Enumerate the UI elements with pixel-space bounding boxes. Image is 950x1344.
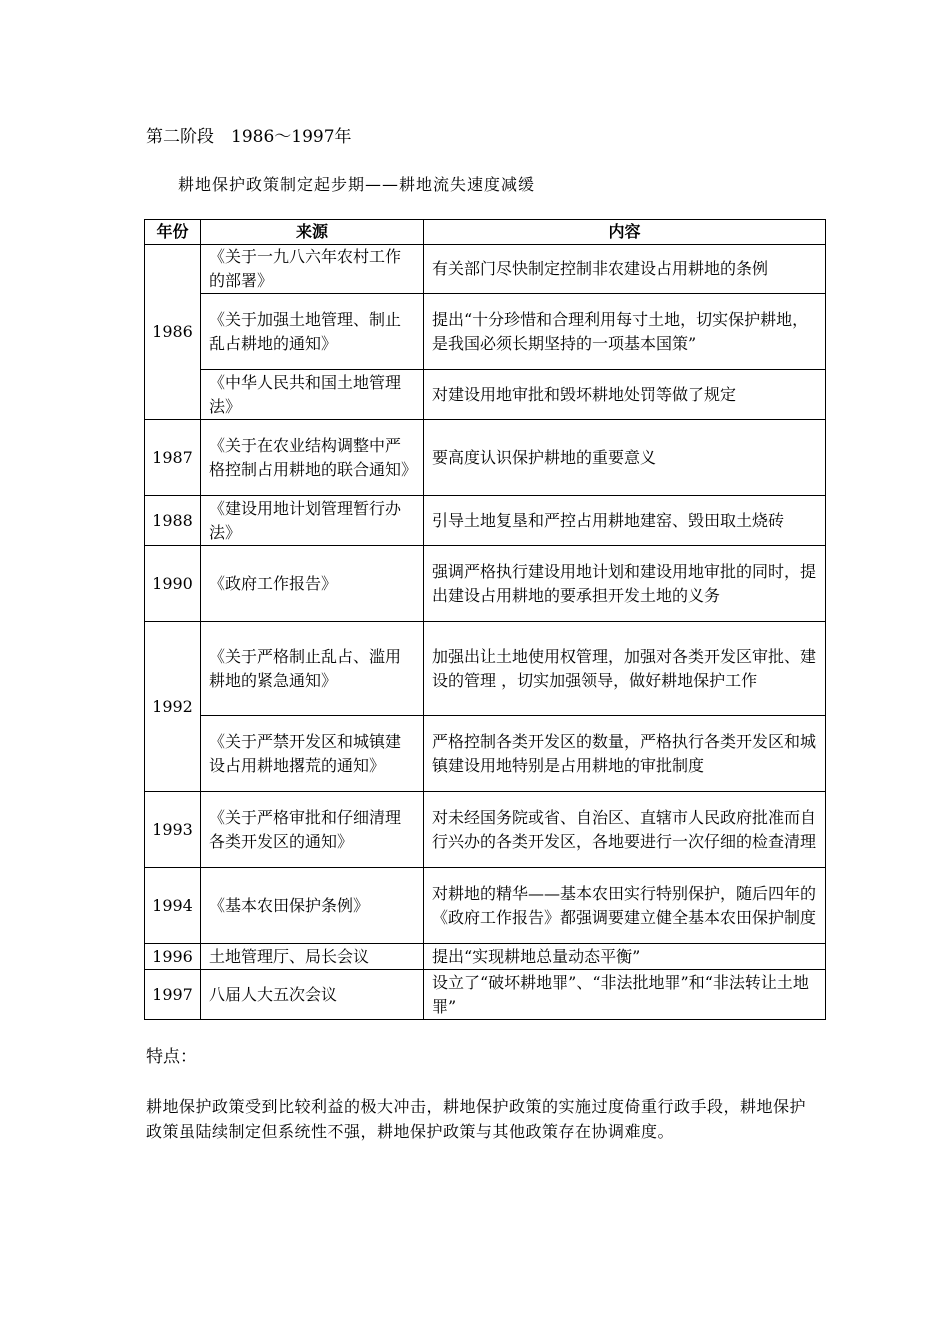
year-cell: 1994 <box>145 868 201 944</box>
table-row <box>145 970 826 1020</box>
table-body <box>145 245 826 1020</box>
year-cell: 1996 <box>145 944 201 970</box>
source-cell: 《关于一九八六年农村工作的部署》 <box>201 245 424 294</box>
source-cell: 八届人大五次会议 <box>201 970 424 1020</box>
table-row <box>145 294 826 370</box>
stage-title: 第二阶段 1986～1997年 <box>146 127 352 147</box>
content-cell: 对耕地的精华——基本农田实行特别保护，随后四年的《政府工作报告》都强调要建立健全基本农田保护制度 <box>424 868 826 944</box>
content-cell: 对未经国务院或省、自治区、直辖市人民政府批准而自行兴办的各类开发区，各地要进行一次仔细的检查清理 <box>424 792 826 868</box>
table-header-row <box>145 220 826 245</box>
year-cell: 1990 <box>145 546 201 622</box>
source-cell: 《关于严格制止乱占、滥用耕地的紧急通知》 <box>201 622 424 716</box>
year-cell: 1992 <box>145 622 201 792</box>
content-cell: 有关部门尽快制定控制非农建设占用耕地的条例 <box>424 245 826 294</box>
content-cell: 要高度认识保护耕地的重要意义 <box>424 420 826 496</box>
table-row <box>145 868 826 944</box>
features-paragraph: 耕地保护政策受到比较利益的极大冲击，耕地保护政策的实施过度倚重行政手段，耕地保护政策虽陆续制定但系统性不强，耕地保护政策与其他政策存在协调难度。 <box>146 1097 807 1141</box>
source-cell: 《基本农田保护条例》 <box>201 868 424 944</box>
content-cell: 设立了“破坏耕地罪”、“非法批地罪”和“非法转让土地罪” <box>424 970 826 1020</box>
year-cell: 1997 <box>145 970 201 1020</box>
source-cell: 土地管理厅、局长会议 <box>201 944 424 970</box>
table-row <box>145 944 826 970</box>
content-cell: 提出“十分珍惜和合理利用每寸土地，切实保护耕地，是我国必须长期坚持的一项基本国策” <box>424 294 826 370</box>
section-subtitle: 耕地保护政策制定起步期——耕地流失速度减缓 <box>178 175 536 194</box>
content-cell: 对建设用地审批和毁坏耕地处罚等做了规定 <box>424 370 826 420</box>
content-cell: 强调严格执行建设用地计划和建设用地审批的同时，提出建设占用耕地的要承担开发土地的义务 <box>424 546 826 622</box>
content-cell: 引导土地复垦和严控占用耕地建窑、毁田取土烧砖 <box>424 496 826 546</box>
year-cell: 1987 <box>145 420 201 496</box>
table-row <box>145 370 826 420</box>
table-row <box>145 622 826 716</box>
year-cell: 1988 <box>145 496 201 546</box>
content-cell: 加强出让土地使用权管理，加强对各类开发区审批、建设的管理 ，切实加强领导，做好耕地保护工作 <box>424 622 826 716</box>
year-cell: 1993 <box>145 792 201 868</box>
table-row <box>145 245 826 294</box>
table-row <box>145 420 826 496</box>
content-cell: 提出“实现耕地总量动态平衡” <box>424 944 826 970</box>
table-row <box>145 792 826 868</box>
policy-table <box>144 219 826 1020</box>
content-cell: 严格控制各类开发区的数量，严格执行各类开发区和城镇建设用地特别是占用耕地的审批制度 <box>424 716 826 792</box>
table-row <box>145 496 826 546</box>
header-year: 年份 <box>145 220 201 245</box>
source-cell: 《中华人民共和国土地管理法》 <box>201 370 424 420</box>
source-cell: 《关于严禁开发区和城镇建设占用耕地撂荒的通知》 <box>201 716 424 792</box>
table-row <box>145 716 826 792</box>
source-cell: 《建设用地计划管理暂行办法》 <box>201 496 424 546</box>
table-row <box>145 546 826 622</box>
source-cell: 《关于加强土地管理、制止乱占耕地的通知》 <box>201 294 424 370</box>
header-content: 内容 <box>424 220 826 245</box>
source-cell: 《关于严格审批和仔细清理各类开发区的通知》 <box>201 792 424 868</box>
header-source: 来源 <box>201 220 424 245</box>
features-label: 特点： <box>146 1047 197 1067</box>
year-cell: 1986 <box>145 245 201 420</box>
source-cell: 《政府工作报告》 <box>201 546 424 622</box>
source-cell: 《关于在农业结构调整中严格控制占用耕地的联合通知》 <box>201 420 424 496</box>
